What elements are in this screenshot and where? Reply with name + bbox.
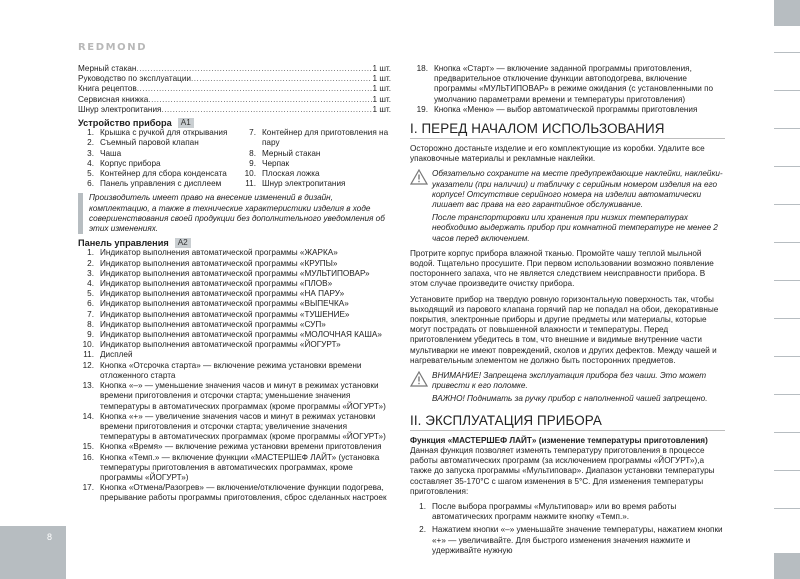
contents-item: Сервисная книжка ..... 1 шт. [78, 95, 391, 105]
list-item: 8. Индикатор выполнения автоматической программы «СУП» [87, 319, 326, 329]
warning-icon [410, 371, 432, 405]
list-item: 4. Корпус прибора [87, 158, 161, 168]
warning-icon [410, 169, 432, 243]
list-item: 19. Кнопка «Меню» — выбор автоматической программы приготовления [416, 104, 698, 114]
list-item: 1. После выбора программы «Мультиповар» или во время работы автоматических программ нажмите кнопку «Темп.». [419, 501, 677, 522]
manufacturer-note: Производитель имеет право на внесение изменений в дизайн, комплектацию, а также в технические характеристики изделия в ходе совершенствования своей продукции без дополнительного уведомления об этих изменениях. [78, 193, 391, 234]
panel-heading: Панель управления A2 [78, 238, 391, 248]
list-item: 11. Дисплей [83, 350, 133, 360]
list-item: 2. Нажатием кнопки «–» уменьшайте значение температуры, нажатием кнопки «+» — увеличивайте. Для быстрого изменения значения нажмите и удерживайте нужную [419, 525, 723, 555]
figure-badge: A2 [175, 238, 191, 248]
list-item: 6. Индикатор выполнения автоматической программы «ВЫПЕЧКА» [87, 299, 349, 309]
warning-block [410, 169, 725, 243]
list-item: 7. Контейнер для приготовления на пару [249, 128, 389, 148]
figure-badge: A1 [178, 118, 194, 128]
warning-text: ВНИМАНИЕ! Запрещена эксплуатация прибора без чаши. Это может привести к его поломке. [432, 371, 707, 391]
list-item: 3. Индикатор выполнения автоматической программы «МУЛЬТИПОВАР» [87, 268, 370, 278]
list-item: 7. Индикатор выполнения автоматической программы «ТУШЕНИЕ» [87, 309, 350, 319]
list-item: 2. Индикатор выполнения автоматической программы «КРУПЫ» [87, 258, 338, 268]
warning-text: ВАЖНО! Поднимать за ручку прибор с наполненной чашей запрещено. [432, 394, 708, 404]
paragraph: Осторожно достаньте изделие и его комплектующие из коробки. Удалите все упаковочные материалы и рекламные наклейки. [410, 144, 705, 164]
section-title: I. ПЕРЕД НАЧАЛОМ ИСПОЛЬЗОВАНИЯ [410, 120, 725, 139]
contents-item: Мерный стакан ..... 1 шт. [78, 64, 391, 74]
list-item: 4. Индикатор выполнения автоматической программы «ПЛОВ» [87, 279, 333, 289]
contents-item: Книга рецептов ..... 1 шт. [78, 84, 391, 94]
device-parts [78, 128, 391, 189]
list-item: 8. Мерный стакан [249, 148, 321, 158]
paragraph: Данная функция позволяет изменять температуру приготовления в процессе работы автоматических программ (за исключением программы «ЙОГУРТ»),а также до запуска программы «Мультиповар». Диапазон установки температуры составляет 35-170°С с шагом изменения в 5°С. Для изменения температуры приготовления: [410, 445, 715, 496]
list-item: 6. Панель управления с дисплеем [87, 179, 222, 189]
list-item: 16. Кнопка «Темп.» — включение функции «МАСТЕРШЕФ ЛАЙТ» (установка температуры приготовления в автоматических программах, кроме программы «ЙОГУРТ») [82, 452, 380, 482]
warning-text: Обязательно сохраните на месте предупреждающие наклейки, наклейки-указатели (при наличии) и табличку с серийным номером изделия на его корпусе! Отсутствие серийного номера на изделии автоматически лишает вас права на его гарантийное обслуживание. [432, 169, 723, 210]
list-item: 5. Индикатор выполнения автоматической программы «НА ПАРУ» [87, 289, 345, 299]
list-item: 1. Индикатор выполнения автоматической программы «ЖАРКА» [87, 248, 338, 258]
brand-logo: REDMOND [78, 42, 148, 53]
list-item: 11. Шнур электропитания [245, 179, 346, 189]
list-item: 5. Контейнер для сбора конденсата [87, 169, 227, 179]
list-item: 10. Плоская ложка [244, 169, 320, 179]
list-item: 12. Кнопка «Отсрочка старта» — включение режима установки времени отложенного старта [82, 360, 362, 380]
list-item: 9. Черпак [249, 158, 290, 168]
contents-item: Руководство по эксплуатации ..... 1 шт. [78, 74, 391, 84]
list-item: 15. Кнопка «Время» — включение режима установки времени приготовления [82, 442, 382, 452]
contents-list [78, 64, 391, 115]
list-item: 13. Кнопка «–» — уменьшение значения часов и минут в режимах установки времени приготовления и отсрочки старта; уменьшение значения температуры в автоматических программах (кроме программы «ЙОГУРТ») [82, 381, 386, 411]
page-number: 8 [47, 532, 53, 542]
panel-items [78, 248, 391, 503]
contents-item: Шнур электропитания ..... 1 шт. [78, 105, 391, 115]
right-column [410, 64, 725, 556]
section-title: II. ЭКСПЛУАТАЦИЯ ПРИБОРА [410, 412, 725, 431]
list-item: 1. Крышка с ручкой для открывания [87, 128, 228, 138]
page-number-tab [0, 526, 66, 579]
list-item: 18. Кнопка «Старт» — включение заданной программы приготовления, предварительное отключение функции автоподогрева, включение программы «МУЛЬТИПОВАР» в режиме ожидания (с установленными по умолчанию параметрами времени и температуры приготовления) [416, 64, 714, 104]
subsection-title: Функция «МАСТЕРШЕФ ЛАЙТ» (изменение температуры приготовления) [410, 435, 708, 445]
paragraph: Установите прибор на твердую ровную горизонтальную поверхность так, чтобы выходящий из парового клапана горячий пар не попадал на обои, декоративные покрытия, электронные приборы и другие предметы или материалы, которые могут пострадать от повышенной влажности и температуры. Перед приготовлением убедитесь в том, что внешние и видимые внутренние части мультиварки не имеют повреждений, сколов и других дефектов. Между чашей и нагревательным элементом не должно быть посторонних предметов. [410, 294, 719, 365]
list-item: 17. Кнопка «Отмена/Разогрев» — включение/отключение функции подогрева, прерывание работы программы приготовления, сброс сделанных настроек [82, 483, 387, 503]
list-item: 10. Индикатор выполнения автоматической программы «ЙОГУРТ» [82, 340, 341, 350]
list-item: 2. Съемный паровой клапан [87, 138, 199, 148]
list-item: 3. Чаша [87, 148, 122, 158]
list-item: 9. Индикатор выполнения автоматической программы «МОЛОЧНАЯ КАША» [87, 330, 382, 340]
warning-text: После транспортировки или хранения при низких температурах необходимо выдержать прибор при комнатной температуре не менее 2 часов перед включением. [432, 213, 718, 243]
device-heading: Устройство прибора A1 [78, 118, 391, 128]
left-column [78, 64, 391, 504]
list-item: 14. Кнопка «+» — увеличение значения часов и минут в режимах установки времени приготовления и отсрочки старта; увеличение значения температуры в автоматических программах (кроме программы «ЙОГУРТ») [82, 411, 386, 442]
warning-block [410, 371, 725, 405]
paragraph: Протрите корпус прибора влажной тканью. Промойте чашу теплой мыльной водой. Тщательно просушите. При первом использовании возможно появление постороннего запаха, что не является следствием неисправности прибора. В этом случае произведите очистку прибора. [410, 248, 714, 289]
side-index-tabs [774, 0, 800, 579]
